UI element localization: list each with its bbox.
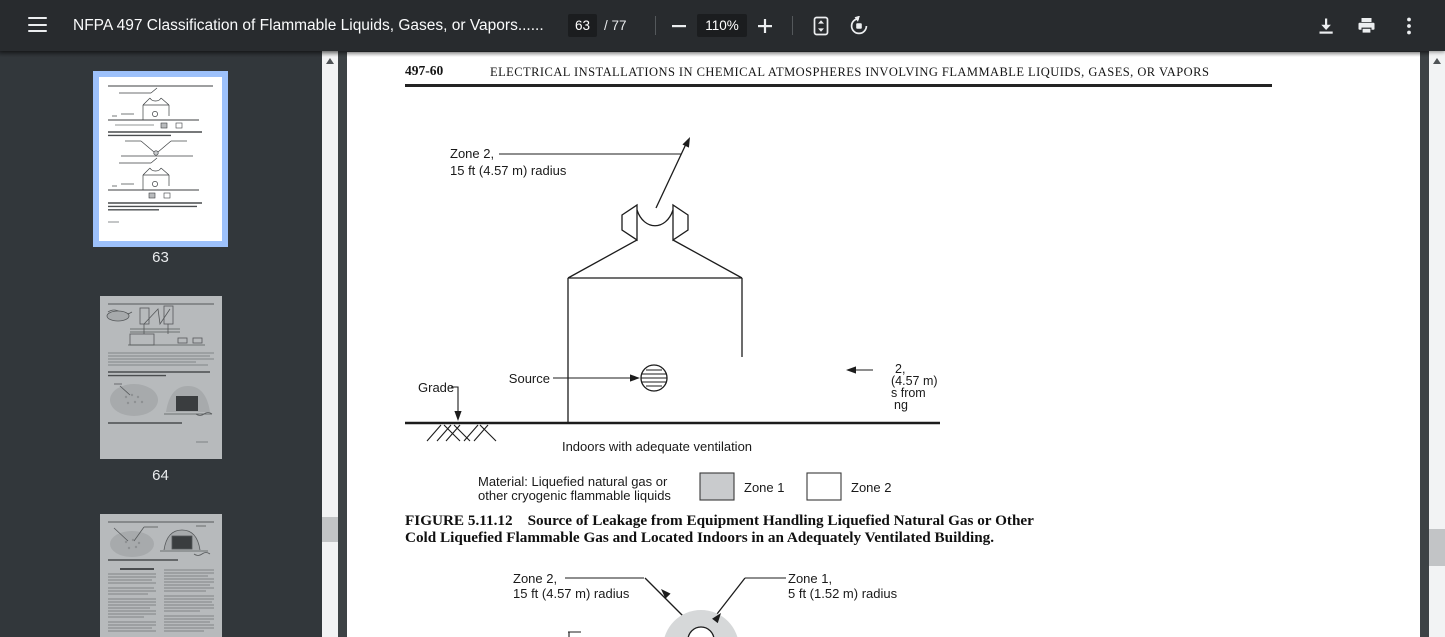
pdf-page-63 xyxy=(347,52,1420,637)
page-thumbnail-65[interactable] xyxy=(100,514,222,637)
thumbnail-page-number[interactable]: 63 xyxy=(152,249,169,266)
bottom-zone2-label-line1: Zone 2, xyxy=(513,571,558,586)
download-icon xyxy=(1317,17,1335,35)
legend-material-line1: Material: Liquefied natural gas or xyxy=(478,474,668,489)
scroll-up-arrow-icon[interactable] xyxy=(1433,58,1441,64)
print-button[interactable] xyxy=(1357,0,1376,51)
indoors-ventilation-label: Indoors with adequate ventilation xyxy=(561,439,753,454)
bottom-zone1-label-line1: Zone 1, xyxy=(788,571,833,586)
fit-page-icon xyxy=(812,16,830,36)
bottom-zone2-label-line2: 15 ft (4.57 m) radius xyxy=(513,586,630,601)
page-thumbnail-63[interactable] xyxy=(93,71,228,247)
toolbar-divider xyxy=(792,16,793,35)
source-label: Source xyxy=(508,371,550,386)
document-title: NFPA 497 Classification of Flammable Liquids, Gases, or Vapors...... xyxy=(73,17,544,34)
zoom-out-button[interactable] xyxy=(671,0,687,51)
running-header-title: ELECTRICAL INSTALLATIONS IN CHEMICAL ATMOSPHERES INVOLVING FLAMMABLE LIQUIDS, GASES, OR VAPORS xyxy=(490,65,1210,79)
sidebar-scrollbar[interactable] xyxy=(322,51,338,637)
plus-icon xyxy=(757,18,773,34)
zone2-legend-label: Zone 2 xyxy=(851,480,892,495)
thumbnail-image-65 xyxy=(100,514,222,637)
page-number-input[interactable]: 63 xyxy=(568,14,597,37)
zoom-level-input[interactable]: 110% xyxy=(697,14,747,37)
figure-top-building-diagram xyxy=(405,144,940,441)
figure-caption-label: FIGURE 5.11.12 xyxy=(405,512,513,529)
main-scrollbar[interactable] xyxy=(1429,51,1445,637)
zone1-legend-label: Zone 1 xyxy=(744,480,785,495)
bottom-zone1-label-line2: 5 ft (1.52 m) radius xyxy=(788,586,898,601)
clipped-text-4: ng xyxy=(894,398,908,412)
thumbnail-image-63 xyxy=(99,77,222,241)
sidebar-scrollbar-thumb[interactable] xyxy=(322,517,338,542)
kebab-menu-icon xyxy=(1402,16,1416,36)
arrow-to-grade xyxy=(454,411,461,421)
clipped-text-2: (4.57 m) xyxy=(891,374,938,388)
pdf-toolbar xyxy=(0,0,1445,51)
figure-caption-line1 xyxy=(405,513,1145,530)
page-reference-number: 497-60 xyxy=(405,63,444,78)
page-count-label: / 77 xyxy=(604,18,627,33)
zone1-legend-swatch xyxy=(700,473,734,500)
main-scrollbar-thumb[interactable] xyxy=(1429,529,1445,566)
page-thumbnail-64[interactable] xyxy=(100,296,222,459)
more-options-button[interactable] xyxy=(1402,0,1416,51)
figure-caption xyxy=(405,513,1145,546)
minus-icon xyxy=(671,18,687,34)
print-icon xyxy=(1357,17,1376,35)
figure-caption-text1: Source of Leakage from Equipment Handling Liquefied Natural Gas or Other xyxy=(527,512,1034,529)
rotate-icon xyxy=(849,16,869,36)
rotate-button[interactable] xyxy=(849,0,869,51)
toolbar-divider xyxy=(655,16,656,35)
figure-drawing xyxy=(347,52,1420,637)
zoom-in-button[interactable] xyxy=(757,0,773,51)
legend-material-line2: other cryogenic flammable liquids xyxy=(478,488,671,503)
zone2-radius-label-line1: Zone 2, xyxy=(450,146,495,161)
thumbnail-image-64 xyxy=(100,296,222,459)
figure-caption-line2: Cold Liquefied Flammable Gas and Located Indoors in an Adequately Ventilated Building. xyxy=(405,528,995,546)
thumbnail-page-number[interactable]: 64 xyxy=(152,467,169,484)
thumbnail-sidebar xyxy=(0,51,338,637)
arrow-to-source xyxy=(630,374,640,381)
clipped-text-3: s from xyxy=(891,386,926,400)
download-button[interactable] xyxy=(1317,0,1335,51)
zone2-radius-label-line2: 15 ft (4.57 m) radius xyxy=(450,163,567,178)
arrow-left xyxy=(846,366,856,373)
fit-to-page-button[interactable] xyxy=(812,0,830,51)
clipped-text-1: 2, xyxy=(895,362,906,376)
grade-label: Grade xyxy=(418,380,455,395)
arrow-up-right xyxy=(682,135,693,147)
zone2-legend-swatch xyxy=(807,473,841,500)
menu-icon[interactable] xyxy=(28,16,47,34)
scroll-up-arrow-icon[interactable] xyxy=(326,58,334,64)
